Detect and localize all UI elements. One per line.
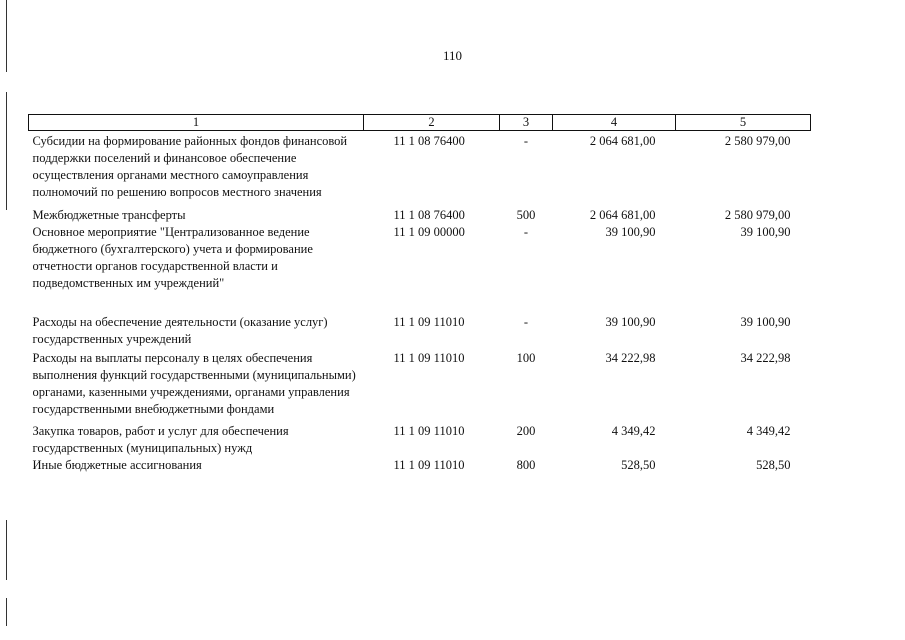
row-type: - [523, 134, 529, 148]
table-header-row [29, 115, 811, 131]
scan-edge-line [6, 598, 7, 626]
row-sum-1: 2 064 681,00 [589, 208, 656, 222]
row-sum-1: 4 349,42 [611, 424, 656, 438]
row-name: Основное мероприятие "Централизованное ведение бюджетного (бухгалтерского) учета и формирование отчетности органов государственной власти и подведомственных им учреждений" [32, 225, 313, 290]
row-name: Закупка товаров, работ и услуг для обеспечения государственных (муниципальных) нужд [32, 424, 289, 455]
row-code: 11 1 08 76400 [393, 208, 465, 222]
page-number: 110 [442, 48, 463, 63]
scan-edge-line [6, 520, 7, 580]
row-sum-1: 39 100,90 [605, 315, 656, 329]
row-name: Субсидии на формирование районных фондов финансовой поддержки поселений и финансовое обеспечение осуществления органами местного самоуправления полномочий по решению вопросов местного значения [32, 134, 348, 199]
table-row [29, 418, 811, 457]
scan-edge-line [6, 92, 7, 210]
column-header: 2 [364, 115, 500, 131]
row-code: 11 1 09 11010 [393, 351, 465, 365]
row-type: - [523, 315, 529, 329]
row-type: 500 [516, 208, 536, 222]
row-sum-1: 528,50 [621, 458, 656, 472]
row-name: Расходы на выплаты персоналу в целях обеспечения выполнения функций государственными (муниципальными) органами, казенными учреждениями, органами управления государственными внебюджетными фондами [32, 351, 356, 416]
budget-table [28, 114, 811, 474]
table-row [29, 348, 811, 418]
row-code: 11 1 09 11010 [393, 458, 465, 472]
column-header: 1 [29, 115, 364, 131]
table-row [29, 457, 811, 474]
row-sum-2: 39 100,90 [740, 315, 791, 329]
row-name: Иные бюджетные ассигнования [32, 458, 202, 472]
column-header: 5 [676, 115, 811, 131]
row-sum-2: 528,50 [756, 458, 791, 472]
table-row [29, 201, 811, 224]
table-row [29, 314, 811, 348]
table-row [29, 224, 811, 292]
column-header: 3 [500, 115, 553, 131]
row-code: 11 1 09 00000 [393, 225, 465, 239]
row-type: - [523, 225, 529, 239]
row-sum-2: 2 580 979,00 [724, 208, 791, 222]
row-name: Расходы на обеспечение деятельности (оказание услуг) государственных учреждений [32, 315, 328, 346]
row-code: 11 1 08 76400 [393, 134, 465, 148]
row-type: 200 [516, 424, 536, 438]
row-code: 11 1 09 11010 [393, 424, 465, 438]
row-sum-1: 2 064 681,00 [589, 134, 656, 148]
spacer-row [29, 292, 811, 314]
row-code: 11 1 09 11010 [393, 315, 465, 329]
table-row [29, 131, 811, 202]
row-sum-2: 4 349,42 [746, 424, 791, 438]
row-sum-1: 34 222,98 [605, 351, 656, 365]
row-name: Межбюджетные трансферты [32, 208, 186, 222]
column-header: 4 [553, 115, 676, 131]
row-sum-2: 34 222,98 [740, 351, 791, 365]
row-type: 800 [516, 458, 536, 472]
row-sum-2: 39 100,90 [740, 225, 791, 239]
row-sum-1: 39 100,90 [605, 225, 656, 239]
row-sum-2: 2 580 979,00 [724, 134, 791, 148]
row-type: 100 [516, 351, 536, 365]
